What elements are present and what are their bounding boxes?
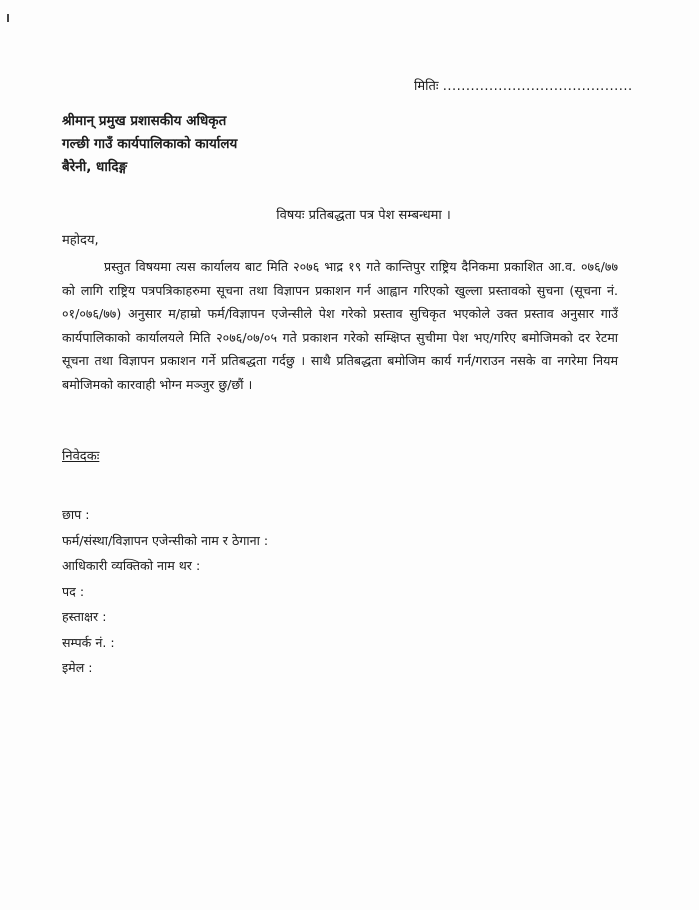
field-position: पद : xyxy=(62,583,85,599)
addressee-office: गल्छी गाउँ कार्यपालिकाको कार्यालय xyxy=(62,136,238,152)
addressee-location: बैरेनी, धादिङ्ग xyxy=(62,159,128,175)
date-blank: ......................................... xyxy=(442,79,633,94)
subject-line: विषयः प्रतिबद्धता पत्र पेश सम्बन्धमा । xyxy=(276,208,451,223)
letter-body: प्रस्तुत विषयमा त्यस कार्यालय बाट मिति २०७६ भाद्र १९ गते कान्तिपुर राष्ट्रिय दैनिकमा प्रकाशित आ.व. ०७६/७७ को लागि राष्ट्रिय पत्रपत्रिकाहरुमा सूचना तथा विज्ञापन प्रकाशन गर्न आह्वान गरिएको खुल्ला प्रस्तावको सुचना (सूचना नं. ०१/०७६/७७) अनुसार म/हाम्रो फर्म/विज्ञापन एजेन्सीले पेश गरेको प्रस्ताव सुचिकृत भएकोले उक्त प्रस्ताव अनुसार गाउँ कार्यपालिकाको कार्यालयले मिति २०७६/०७/०५ गते प्रकाशन गरेको सम्क्षिप्त सुचीमा पेश भए/गरिए बमोजिमको दर रेटमा सूचना तथा विज्ञापन प्रकाशन गर्ने प्रतिबद्धता गर्दछु । साथै प्रतिबद्धता बमोजिम कार्य गर्न/गराउन नसके वा नगरेमा नियम बमोजिमको कारवाही भोग्न मञ्जुर छु/छौं । xyxy=(62,259,618,392)
field-authorized-person-name: आधिकारी व्यक्तिको नाम थर : xyxy=(62,558,201,573)
field-firm-name-address: फर्म/संस्था/विज्ञापन एजेन्सीको नाम र ठेगाना : xyxy=(62,532,269,548)
applicant-heading: निवेदकः xyxy=(62,449,100,464)
field-contact-number: सम्पर्क नं. : xyxy=(62,634,115,650)
applicant-fields xyxy=(62,502,268,681)
field-signature: हस्ताक्षर : xyxy=(62,609,107,624)
addressee-block xyxy=(62,110,237,179)
addressee-title: श्रीमान् प्रमुख प्रशासकीय अधिकृत xyxy=(62,113,227,129)
field-stamp: छाप : xyxy=(62,507,90,522)
salutation: महोदय, xyxy=(62,233,99,248)
field-email: इमेल : xyxy=(62,660,93,675)
date-line xyxy=(414,76,633,94)
scan-mark xyxy=(7,14,9,22)
date-label: मितिः xyxy=(414,79,439,94)
